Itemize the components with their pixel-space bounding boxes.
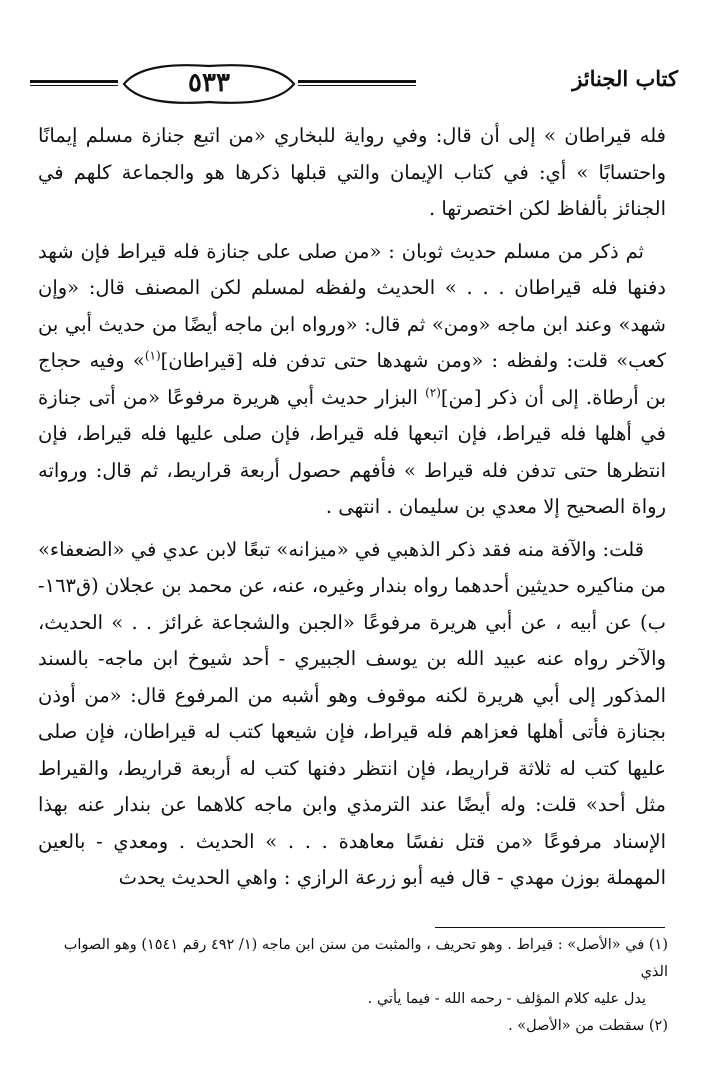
paragraph: قلت: والآفة منه فقد ذكر الذهبي في «ميزانه» تبعًا لابن عدي في «الضعفاء» من مناكيره حديثين أحدهما رواه بندار وغيره، عنه، عن محمد بن عجلان (ق١٦٣-ب) عن أبيه ، عن أبي هريرة مرفوعًا «الجبن والشجاعة غرائز . . » الحديث، والآخر رواه عنه عبيد الله بن يوسف الجبيري - أحد شيوخ ابن ماجه- بالسند المذكور إلى أبي هريرة لكنه موقوف وهو أشبه من المرفوع قال: «من أوذن بجنازة فأتى أهلها فعزاهم فله قيراط، فإن شيعها كتب له قيراطان، فإن صلى عليها كتب له ثلاثة قراريط، فإن انتظر دفنها كتب له أربعة قراريط، والقيراط مثل أحد» قلت: وله أيضًا عند الترمذي وابن ماجه كلاهما عن بندار عنه بهذا الإسناد مرفوعًا «من قتل نفسًا معاهدة . . . » الحديث . ومعدي - بالعين المهملة بوزن مهدي - قال فيه أبو زرعة الرازي : واهي الحديث يحدث xyxy=(38,537,666,889)
paragraph: فله قيراطان » إلى أن قال: وفي رواية للبخاري «من اتبع جنازة مسلم إيمانًا واحتسابًا » أي: في كتاب الإيمان والتي قبلها ذكرها هو والجماعة كلهم في الجنائز بألفاظ لكن اختصرتها . xyxy=(38,124,666,220)
main-text xyxy=(38,118,666,903)
paragraph xyxy=(38,234,666,526)
paragraph-text: » وفيه حجاج بن أرطاة. إلى أن ذكر [من] xyxy=(38,349,667,409)
footnote-ref: (١) xyxy=(144,348,161,363)
header-rule-left xyxy=(30,80,118,86)
footnotes xyxy=(36,932,668,1040)
page-header xyxy=(30,62,678,112)
page-number: ٥٣٣ xyxy=(188,68,230,98)
page-number-badge xyxy=(120,62,298,106)
footnote-ref: (٢) xyxy=(425,385,441,399)
paragraph-text: ثم ذكر من مسلم حديث ثوبان : «من صلى على جنازة فله قيراط فإن شهد دفنها فله قيراطان . . . » الحديث ولفظه لمسلم لكن المصنف قال: «وإن شهد» وعند ابن ماجه «ومن» ثم قال: «ورواه ابن ماجه أيضًا من حديث أبي بن كعب» قلت: ولفظه : «ومن شهدها حتى تدفن فله [قيراطان] xyxy=(38,239,666,372)
header-rule-middle xyxy=(298,80,416,86)
footnote: (١) في «الأصل» : قيراط . وهو تحريف ، والمثبت من سنن ابن ماجه (١/ ٤٩٢ رقم ١٥٤١) وهو الصواب الذي xyxy=(63,937,668,980)
chapter-title: كتاب الجنائز xyxy=(572,66,678,91)
footnote-separator xyxy=(435,927,665,928)
footnote-continuation: يدل عليه كلام المؤلف - رحمه الله - فيما يأتي . xyxy=(367,991,646,1007)
footnote: (٢) سقطت من «الأصل» . xyxy=(508,1018,668,1034)
paragraph-text: البزار حديث أبي هريرة مرفوعًا «من أتى جنازة في أهلها فله قيراط، فإن اتبعها فله قيراط، فإن صلى عليها فله قيراط، فإن انتظرها حتى تدفن فله قيراط » فأفهم حصول أربعة قراريط، ثم قال: ورواته رواة الصحيح إلا معدي بن سليمان . انتهى . xyxy=(38,385,666,518)
